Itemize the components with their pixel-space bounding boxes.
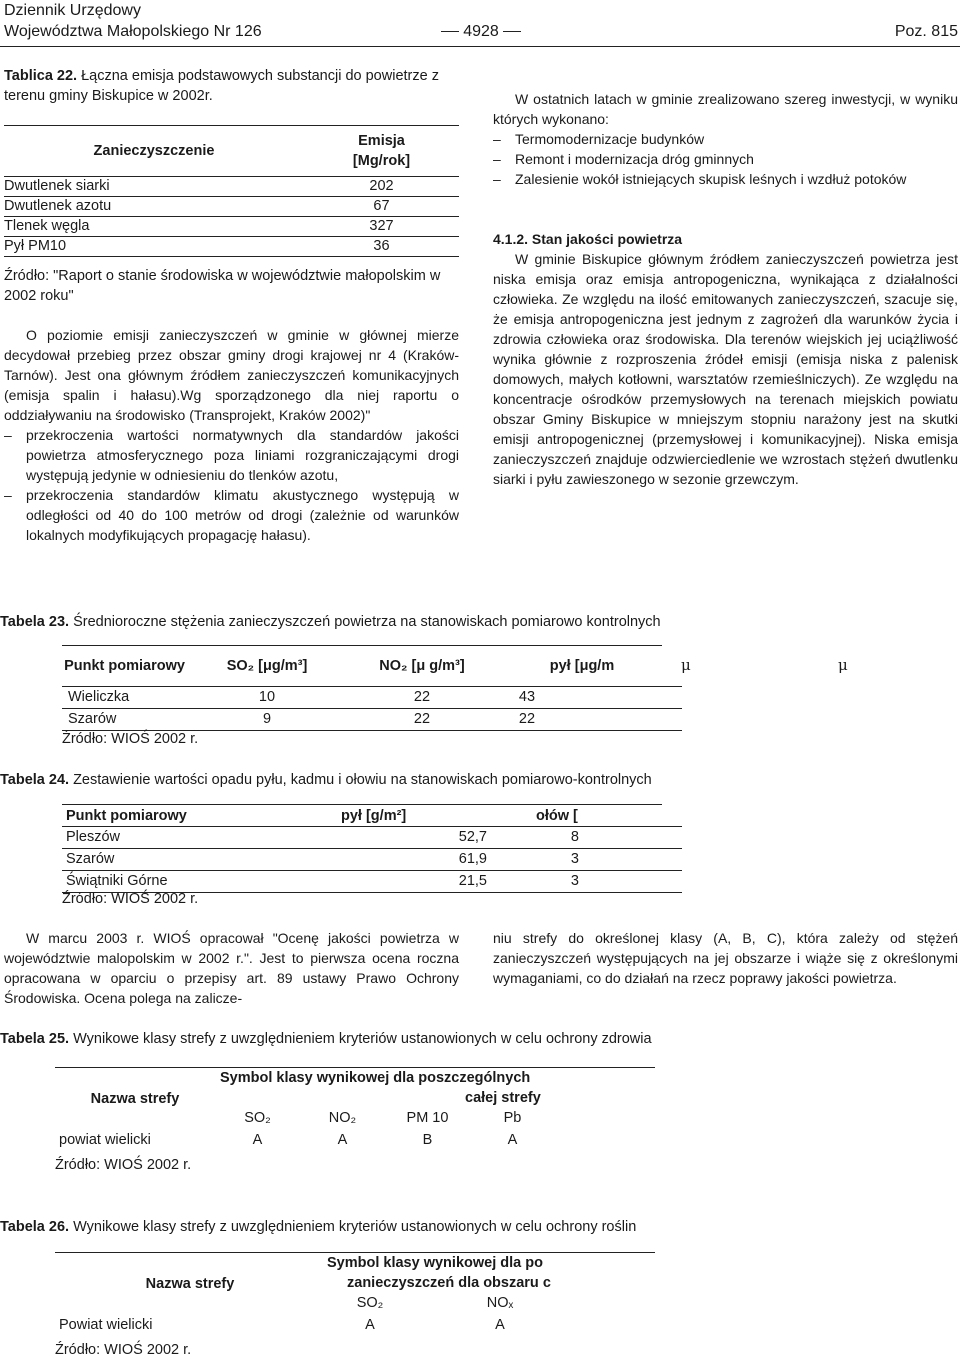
table26-subhead: NOₓ (486, 1295, 514, 1311)
bullet-nox: – przekroczenia wartości normatywnych dla standardów jakości powietrza atmosferycznego poza liniami rozgraniczającymi drogi występują jedynie w odniesieniu do tlenków azotu, (4, 425, 459, 485)
table23-rows (62, 686, 584, 731)
table24-cell-olow: 3 (570, 873, 579, 889)
journal-title (4, 0, 262, 42)
table24-cell-pyl: 61,9 (458, 851, 487, 867)
table22-cell-value: 67 (373, 198, 390, 214)
table23-cell-so2: 10 (258, 689, 276, 705)
table22-rows (4, 176, 459, 257)
table26-subheads (325, 1293, 675, 1314)
bullet-noise: – przekroczenia standardów klimatu akustycznego występują w odległości od 40 do 100 metrów od drogi (zależnie od warunków lokalnych modyfikujących propagację hałasu). (4, 485, 459, 545)
table26-head-name: Nazwa strefy (145, 1276, 235, 1292)
table25-cell-class: A (337, 1132, 348, 1148)
journal-title-line2: Województwa Małopolskiego Nr 126 (4, 23, 262, 40)
table24-head-olow: ołów [ (536, 807, 578, 824)
table22-row (4, 236, 459, 256)
table22-row (4, 196, 459, 216)
investment-item: – Remont i modernizacja dróg gminnych (493, 149, 958, 169)
table26-subhead: SO₂ (356, 1295, 384, 1311)
table23-head-point: Punkt pomiarowy (64, 657, 185, 674)
table22-cell-name: Tlenek węgla (4, 218, 90, 234)
table23-cell-pyl: 43 (518, 689, 536, 705)
table25-cell-class: A (252, 1132, 263, 1148)
table22 (4, 125, 459, 257)
table24-caption: Tabela 24. Zestawienie wartości opadu pyłu, kadmu i ołowiu na stanowiskach pomiarowo-kontrolnych (0, 772, 652, 788)
page-number (436, 21, 526, 42)
table26 (55, 1252, 580, 1338)
assessment-text-left: W marcu 2003 r. WIOŚ opracował "Ocenę jakości powietrza w województwie malopolskim w 2002 r.". Jest to pierwsza ocena roczna opracowana w oparciu o przepisy art. 89 ustawy Prawo Ochrony Środowiska. Ocena polega na zalicze- (4, 930, 459, 1006)
table25-head-symbol: Symbol klasy wynikowej dla poszczególnych całej strefy SO₂ NO₂ PM 10 Pb (215, 1068, 675, 1130)
table23-cell-no2: 22 (413, 689, 431, 705)
table25-subhead: NO₂ (328, 1110, 357, 1126)
section-heading: 4.1.2. Stan jakości powietrza (493, 231, 683, 247)
table25-subhead: Pb (503, 1110, 522, 1126)
table22-cell-value: 202 (369, 178, 394, 194)
emission-paragraph: O poziomie emisji zanieczyszczeń w gminie w głównej mierze decydował przebieg przez obszar gminy drogi krajowej nr 4 (Kraków-Tarnów). Jest ona głównym źródłem zanieczyszczeń komunikacyjnych (emisja spalin i hałasu).Wg sporządzonego dla niej raportu o oddziaływaniu na środowisko (Transprojekt, Kraków 2002)" (4, 327, 459, 423)
table25-cell-class: A (507, 1132, 518, 1148)
table22-caption: Tablica 22. Łączna emisja podstawowych substancji do powietrze z terenu gminy Biskupice w 2002r. (4, 68, 439, 104)
table23-head-no2: NO₂ [μ g/m³] (379, 658, 465, 674)
table24-head-pyl: pył [g/m²] (341, 807, 407, 824)
header-rule (0, 46, 960, 47)
table25-cell-class: B (422, 1132, 433, 1148)
table22-cell-name: Pył PM10 (4, 238, 67, 254)
air-quality-paragraph: W gminie Biskupice głównym źródłem zanieczyszczeń powietrza jest niska emisja oraz emisja antropogeniczna, wynikająca z działalności człowieka. Ze względu na ilość emitowanych zanieczyszczeń, szacuje się, że emisja antropogeniczna jest jednym z zagrożeń dla warunków życia i zdrowia człowieka oraz środowiska. Dla terenów wiejskich jej uciążliwość wynika głównie z rozproszenia źródeł emisji (emisja niska z palenisk domowych, małych kotłowni, warsztatów rzemieślniczych). Ze względu na koncentracje ośrodków przemysłowych na terenach miejskich powiatu obszar Gminy Biskupice w mniejszym stopniu narażony jest na skutki emisji antropogenicznej (przemysłowej i komunikacyjnej). Niska emisja zanieczyszczeń znajduje odzwierciedlenie we wzrostach stężeń dwutlenku siarki i pyłu zawieszonego w sezonie grzewczym. (493, 251, 958, 487)
left-column-text (4, 325, 459, 545)
table26-row-name: Powiat wielicki (59, 1317, 153, 1333)
table22-cell-name: Dwutlenek siarki (4, 178, 110, 194)
table24-cell-olow: 8 (570, 829, 579, 845)
table23 (62, 645, 615, 730)
table25-subhead: SO₂ (244, 1110, 271, 1126)
table24-cell-pyl: 52,7 (458, 829, 487, 845)
table26-source: Źródło: WIOŚ 2002 r. (55, 1342, 192, 1358)
table22-head-pollutant: Zanieczyszczenie (93, 143, 215, 159)
table23-cell-pyl: 22 (518, 711, 536, 727)
table25-row (55, 1130, 675, 1151)
table24-row (62, 826, 682, 848)
table23-cell-no2: 22 (413, 711, 431, 727)
table22-source: Źródło: "Raport o stanie środowiska w województwie małopolskim w 2002 roku" (4, 268, 441, 304)
table23-row (62, 686, 682, 708)
table23-head-pyl: pył [μg/m (549, 658, 615, 674)
mu-symbol-2: μ (838, 656, 848, 674)
table26-head-symbol: Symbol klasy wynikowej dla po zanieczyszczeń dla obszaru c SO₂ NOₓ (325, 1253, 675, 1315)
table23-cell-name: Wieliczka (68, 689, 130, 705)
table23-caption: Tabela 23. Średnioroczne stężenia zanieczyszczeń powietrza na stanowiskach pomiarowo kontrolnych (0, 614, 661, 630)
table23-source: Źródło: WIOŚ 2002 r. (62, 731, 199, 747)
table26-cell-class: A (365, 1317, 375, 1333)
table22-row (4, 216, 459, 236)
table25-row-name: powiat wielicki (59, 1132, 151, 1148)
table23-cell-so2: 9 (262, 711, 272, 727)
table25-caption: Tabela 25. Wynikowe klasy strefy z uwzględnieniem kryteriów ustanowionych w celu ochrony zdrowia (0, 1031, 652, 1047)
table25-subheads (215, 1108, 675, 1129)
mu-symbol-1: μ (681, 656, 691, 674)
table24-source: Źródło: WIOŚ 2002 r. (62, 891, 199, 907)
page-number-value: 4928 (463, 23, 499, 40)
table24-cell-name: Świątniki Górne (66, 873, 168, 889)
table23-cell-name: Szarów (68, 711, 117, 727)
table22-cell-value: 327 (369, 218, 394, 234)
table24-cell-olow: 3 (570, 851, 579, 867)
table23-head-so2: SO₂ [μg/m³] (226, 658, 308, 674)
table25-subhead: PM 10 (406, 1110, 449, 1126)
right-column-text (493, 89, 958, 489)
investments-intro: W ostatnich latach w gminie zrealizowano szereg inwestycji, w wyniku których wykonano: (493, 91, 958, 127)
table24-cell-pyl: 21,5 (458, 873, 487, 889)
investment-item: – Zalesienie wokół istniejących skupisk leśnych i wzdłuż potoków (493, 169, 958, 189)
journal-title-line1: Dziennik Urzędowy (4, 2, 141, 19)
table26-caption: Tabela 26. Wynikowe klasy strefy z uwzględnieniem kryteriów ustanowionych w celu ochrony roślin (0, 1219, 637, 1235)
investments-list (493, 129, 958, 189)
table25-head-name: Nazwa strefy (90, 1091, 180, 1107)
table25 (55, 1067, 580, 1153)
investment-item: – Termomodernizacje budynków (493, 129, 958, 149)
table24 (62, 804, 584, 890)
table22-head-emission: Emisja [Mg/rok] (352, 133, 411, 169)
table22-cell-name: Dwutlenek azotu (4, 198, 112, 214)
table24-cell-name: Pleszów (66, 829, 120, 845)
table22-row (4, 176, 459, 196)
assessment-text-right: niu strefy do określonej klasy (A, B, C), która zależy od stężeń zanieczyszczeń występujących na jej obszarze i wiąże się z określonymi wymaganiami, co do działań na rzecz poprawy jakości powietrza. (493, 930, 958, 986)
table24-rows (62, 826, 584, 893)
table24-cell-name: Szarów (66, 851, 115, 867)
table22-bottom-rule (4, 256, 459, 257)
table24-row (62, 848, 682, 870)
table26-row (55, 1315, 675, 1336)
position-number: Poz. 815 (894, 23, 958, 40)
table22-cell-value: 36 (373, 238, 390, 254)
table24-head-point: Punkt pomiarowy (66, 807, 187, 824)
table25-source: Źródło: WIOŚ 2002 r. (55, 1157, 192, 1173)
table23-row (62, 708, 682, 730)
table26-cell-class: A (495, 1317, 505, 1333)
